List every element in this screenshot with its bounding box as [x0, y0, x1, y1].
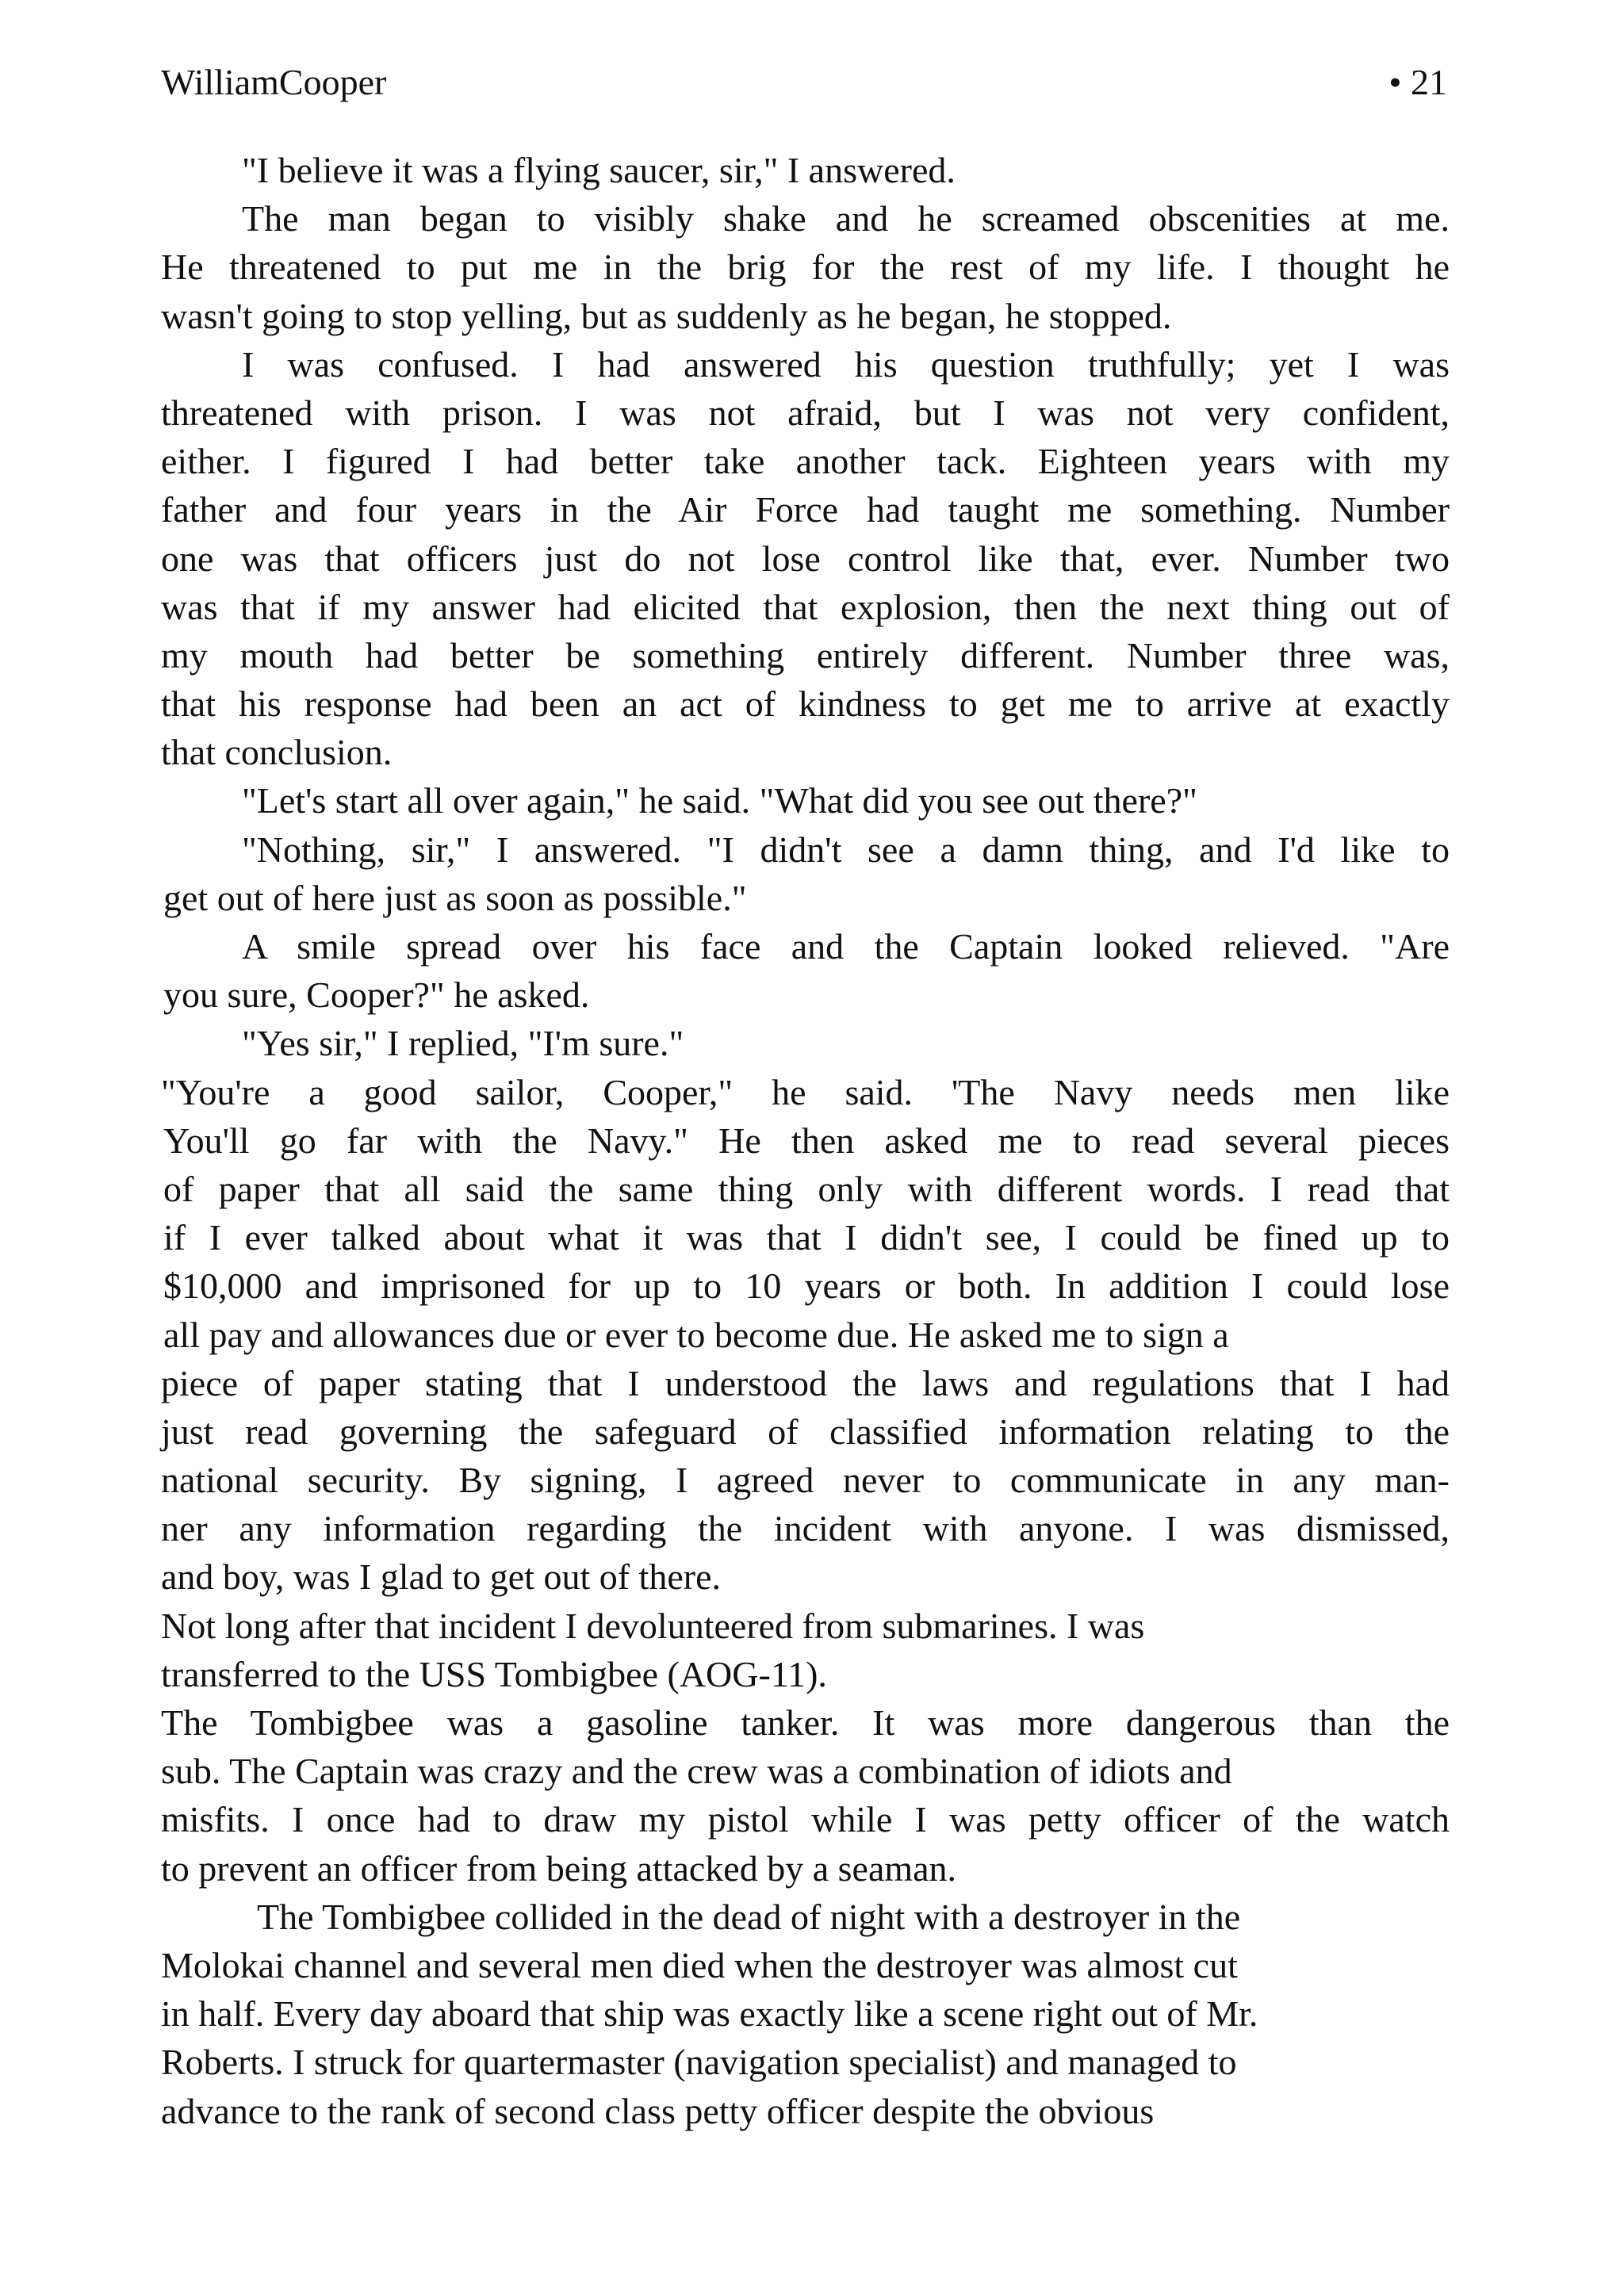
text-line: to prevent an officer from being attacked by a seaman.: [161, 1847, 957, 1889]
text-line: that conclusion.: [161, 732, 393, 773]
text-line: and boy, was I glad to get out of there.: [161, 1556, 721, 1598]
text-line: The man began to visibly shake and he screamed obscenities at me.: [242, 198, 1450, 239]
author-name: WilliamCooper: [161, 62, 387, 102]
text-line: threatened with prison. I was not afraid, but I was not very confident,: [161, 392, 1450, 433]
text-line: in half. Every day aboard that ship was exactly like a scene right out of Mr.: [161, 1993, 1258, 2035]
text-line: if I ever talked about what it was that I didn't see, I could be fined up to: [163, 1217, 1450, 1258]
text-line: "Yes sir," I replied, "I'm sure.": [242, 1023, 684, 1064]
text-line: You'll go far with the Navy." He then asked me to read several pieces: [163, 1120, 1450, 1161]
text-line: either. I figured I had better take another tack. Eighteen years with my: [161, 441, 1450, 482]
text-line: Not long after that incident I devolunteered from submarines. I was: [161, 1605, 1145, 1646]
text-line: sub. The Captain was crazy and the crew was a combination of idiots and: [161, 1751, 1232, 1792]
text-line: I was confused. I had answered his question truthfully; yet I was: [242, 343, 1450, 385]
text-line: The Tombigbee collided in the dead of night with a destroyer in the: [257, 1896, 1241, 1937]
text-line: "Let's start all over again," he said. "What did you see out there?": [242, 780, 1197, 821]
text-line: you sure, Cooper?" he asked.: [163, 974, 590, 1016]
text-line: get out of here just as soon as possible.": [163, 877, 747, 918]
text-line: $10,000 and imprisoned for up to 10 years or both. In addition I could lose: [163, 1265, 1450, 1307]
text-line: my mouth had better be something entirely different. Number three was,: [161, 634, 1450, 676]
text-line: advance to the rank of second class petty officer despite the obvious: [161, 2090, 1155, 2131]
body-text: [161, 146, 1450, 2135]
text-line: wasn't going to stop yelling, but as suddenly as he began, he stopped.: [161, 295, 1172, 336]
text-line: just read governing the safeguard of classified information relating to the: [161, 1411, 1450, 1452]
text-line: ner any information regarding the incident with anyone. I was dismissed,: [161, 1508, 1450, 1549]
text-line: misfits. I once had to draw my pistol while I was petty officer of the watch: [161, 1799, 1450, 1840]
text-line: Roberts. I struck for quartermaster (navigation specialist) and managed to: [161, 2042, 1237, 2083]
text-line: was that if my answer had elicited that explosion, then the next thing out of: [161, 586, 1450, 627]
text-line: The Tombigbee was a gasoline tanker. It was more dangerous than the: [161, 1702, 1450, 1743]
text-line: all pay and allowances due or ever to become due. He asked me to sign a: [163, 1314, 1229, 1355]
text-line: "You're a good sailor, Cooper," he said. 'The Navy needs men like: [161, 1071, 1450, 1112]
text-line: He threatened to put me in the brig for the rest of my life. I thought he: [161, 247, 1450, 288]
text-line: "Nothing, sir," I answered. "I didn't see a damn thing, and I'd like to: [242, 829, 1450, 870]
text-line: of paper that all said the same thing only with different words. I read that: [163, 1168, 1450, 1209]
text-line: one was that officers just do not lose control like that, ever. Number two: [161, 538, 1450, 579]
text-line: piece of paper stating that I understood the laws and regulations that I had: [161, 1362, 1450, 1403]
text-line: that his response had been an act of kindness to get me to arrive at exactly: [161, 683, 1450, 725]
text-line: "I believe it was a flying saucer, sir," I answered.: [242, 150, 956, 190]
text-line: father and four years in the Air Force had taught me something. Number: [161, 489, 1450, 530]
text-line: transferred to the USS Tombigbee (AOG-11).: [161, 1653, 827, 1694]
text-line: A smile spread over his face and the Captain looked relieved. "Are: [242, 926, 1450, 967]
text-line: national security. By signing, I agreed never to communicate in any man-: [161, 1460, 1450, 1501]
text-line: Molokai channel and several men died when the destroyer was almost cut: [161, 1944, 1238, 1985]
running-header: [161, 60, 1447, 108]
page-number: • 21: [1388, 62, 1447, 102]
